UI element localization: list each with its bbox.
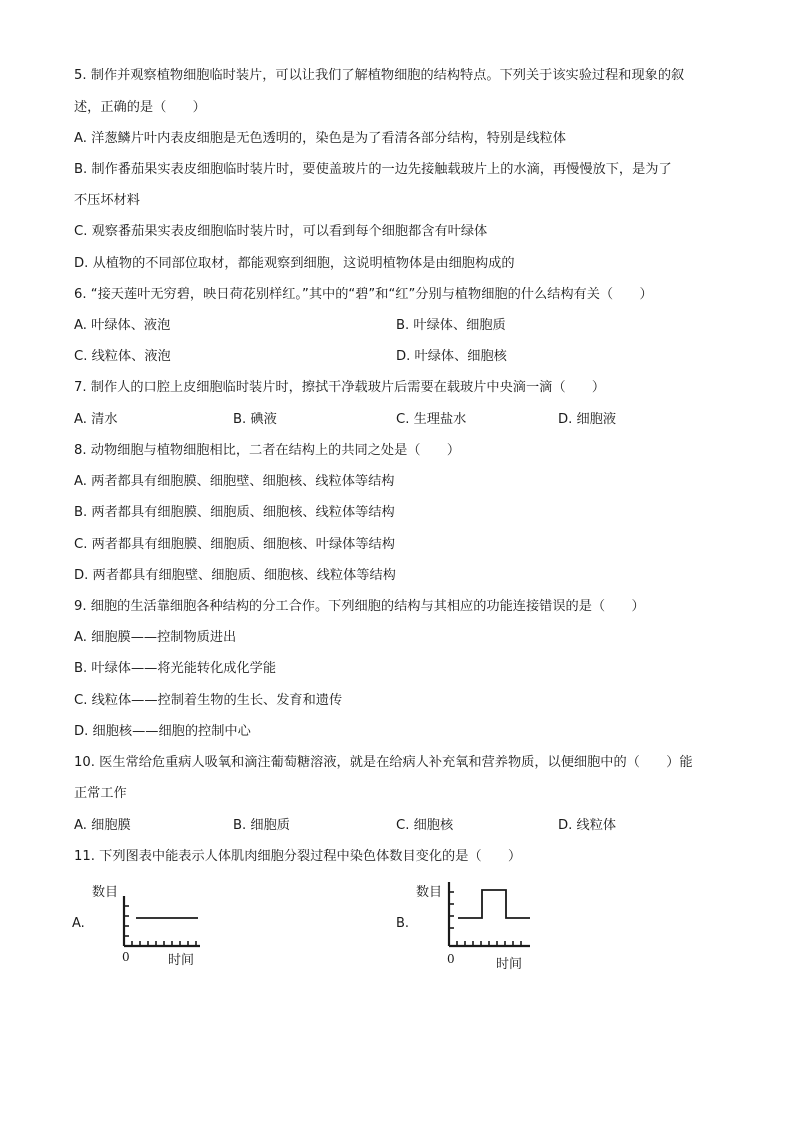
q7-option-d: D. 细胞液 bbox=[558, 412, 617, 427]
q8-option-c: C. 两者都具有细胞膜、细胞质、细胞核、叶绿体等结构 bbox=[74, 537, 395, 552]
q11-graph-b-letter: B. bbox=[396, 916, 410, 931]
q5-option-b-line1: B. 制作番茄果实表皮细胞临时装片时，要使盖玻片的一边先接触载玻片上的水滴，再慢慢放下，是为了 bbox=[74, 162, 672, 177]
graph-a-ylabel: 数目 bbox=[92, 885, 119, 900]
q8-option-b: B. 两者都具有细胞膜、细胞质、细胞核、线粒体等结构 bbox=[74, 505, 395, 520]
q11-stem: 11. 下列图表中能表示人体肌肉细胞分裂过程中染色体数目变化的是（ ） bbox=[74, 849, 522, 864]
q11-graph-a-letter: A. bbox=[72, 916, 85, 931]
q10-option-c: C. 细胞核 bbox=[396, 818, 454, 833]
graph-b-xlabel: 时间 bbox=[496, 957, 523, 972]
q9-option-a: A. 细胞膜——控制物质进出 bbox=[74, 630, 237, 645]
graph-b-origin: 0 bbox=[447, 952, 455, 966]
q7-option-c: C. 生理盐水 bbox=[396, 412, 467, 427]
graph-a-xlabel: 时间 bbox=[168, 953, 195, 968]
q10-option-d: D. 线粒体 bbox=[558, 818, 617, 833]
q6-option-a: A. 叶绿体、液泡 bbox=[74, 318, 171, 333]
q10-stem-line2: 正常工作 bbox=[74, 786, 127, 801]
q5-option-c: C. 观察番茄果实表皮细胞临时装片时，可以看到每个细胞都含有叶绿体 bbox=[74, 224, 488, 239]
graph-a-origin: 0 bbox=[122, 950, 130, 964]
graph-b-ylabel: 数目 bbox=[416, 885, 443, 900]
q8-option-d: D. 两者都具有细胞壁、细胞质、细胞核、线粒体等结构 bbox=[74, 568, 396, 583]
graph-b-data-line bbox=[458, 890, 530, 918]
q5-option-a: A. 洋葱鳞片叶内表皮细胞是无色透明的，染色是为了看清各部分结构，特别是线粒体 bbox=[74, 131, 566, 146]
q9-option-c: C. 线粒体——控制着生物的生长、发育和遗传 bbox=[74, 693, 343, 708]
q7-option-a: A. 清水 bbox=[74, 412, 118, 427]
q10-option-a: A. 细胞膜 bbox=[74, 818, 131, 833]
q9-option-b: B. 叶绿体——将光能转化成化学能 bbox=[74, 661, 277, 676]
q5-stem-line1: 5. 制作并观察植物细胞临时装片，可以让我们了解植物细胞的结构特点。下列关于该实验过程和现象的叙 bbox=[74, 68, 685, 83]
q6-stem: 6. “接天莲叶无穷碧，映日荷花别样红。”其中的“碧”和“红”分别与植物细胞的什么结构有关（ ） bbox=[74, 287, 653, 302]
q10-stem-line1: 10. 医生常给危重病人吸氧和滴注葡萄糖溶液，就是在给病人补充氧和营养物质，以便细胞中的（ ）能 bbox=[74, 755, 693, 770]
q8-stem: 8. 动物细胞与植物细胞相比，二者在结构上的共同之处是（ ） bbox=[74, 443, 461, 458]
q5-option-b-line2: 不压坏材料 bbox=[74, 193, 140, 208]
q6-option-b: B. 叶绿体、细胞质 bbox=[396, 318, 506, 333]
q9-option-d: D. 细胞核——细胞的控制中心 bbox=[74, 724, 251, 739]
q5-stem-line2: 述，正确的是（ ） bbox=[74, 100, 206, 115]
q8-option-a: A. 两者都具有细胞膜、细胞壁、细胞核、线粒体等结构 bbox=[74, 474, 395, 489]
q11-graph-b bbox=[412, 878, 536, 972]
q6-option-c: C. 线粒体、液泡 bbox=[74, 349, 171, 364]
q7-stem: 7. 制作人的口腔上皮细胞临时装片时，擦拭干净载玻片后需要在载玻片中央滴一滴（ ） bbox=[74, 380, 606, 395]
q10-option-b: B. 细胞质 bbox=[233, 818, 290, 833]
q7-option-b: B. 碘液 bbox=[233, 412, 277, 427]
q9-stem: 9. 细胞的生活靠细胞各种结构的分工合作。下列细胞的结构与其相应的功能连接错误的是（ ） bbox=[74, 599, 645, 614]
q5-option-d: D. 从植物的不同部位取材，都能观察到细胞，这说明植物体是由细胞构成的 bbox=[74, 256, 515, 271]
q6-option-d: D. 叶绿体、细胞核 bbox=[396, 349, 507, 364]
q11-graph-a bbox=[88, 878, 208, 972]
